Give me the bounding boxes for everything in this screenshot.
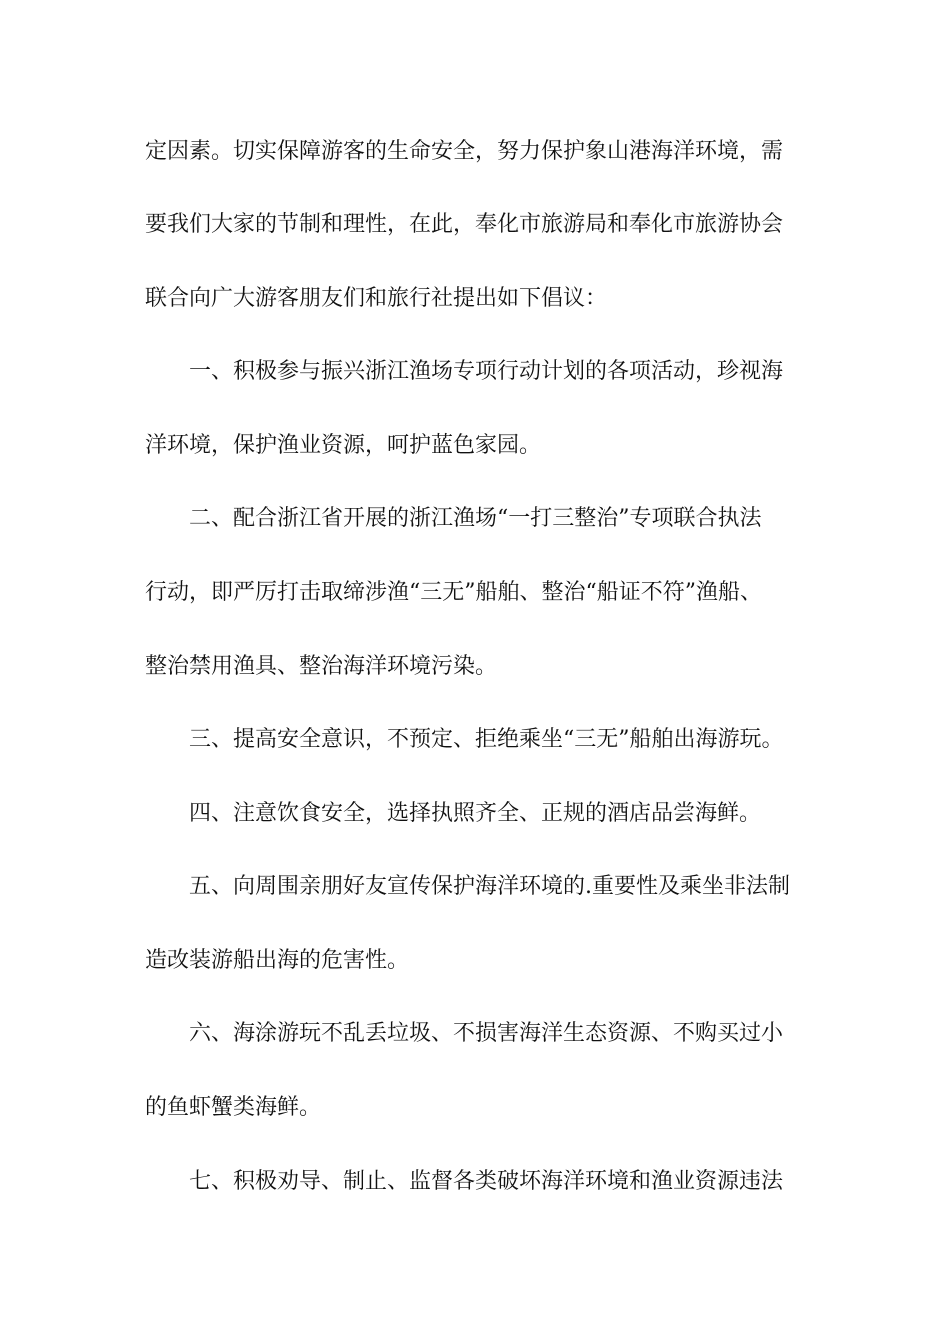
paragraph-start-line: 一、积极参与振兴浙江渔场专项行动计划的各项活动，珍视海: [189, 359, 784, 384]
text-line: 定因素。切实保障游客的生命安全，努力保护象山港海洋环境，需: [145, 139, 784, 164]
paragraph-start-line: 四、注意饮食安全，选择执照齐全、正规的酒店品尝海鲜。: [189, 801, 762, 826]
paragraph-start-line: 六、海涂游玩不乱丢垃圾、不损害海洋生态资源、不购买过小: [189, 1021, 784, 1046]
text-line: 造改装游船出海的危害性。: [145, 948, 410, 973]
text-line: 洋环境，保护渔业资源，呵护蓝色家园。: [145, 433, 542, 458]
text-line: 要我们大家的节制和理性，在此，奉化市旅游局和奉化市旅游协会: [145, 212, 784, 237]
paragraph-start-line: 七、积极劝导、制止、监督各类破坏海洋环境和渔业资源违法: [189, 1169, 784, 1194]
text-line: 整治禁用渔具、整治海洋环境污染。: [145, 654, 498, 679]
paragraph-start-line: 三、提高安全意识，不预定、拒绝乘坐“三无”船舶出海游玩。: [189, 727, 784, 752]
text-line: 行动，即严厉打击取缔涉渔“三无”船舶、整治“船证不符”渔船、: [145, 580, 762, 605]
text-line: 联合向广大游客朋友们和旅行社提出如下倡议：: [145, 286, 608, 311]
paragraph-start-line: 二、配合浙江省开展的浙江渔场“一打三整治”专项联合执法: [189, 506, 762, 531]
paragraph-start-line: 五、向周围亲朋好友宣传保护海洋环境的.重要性及乘坐非法制: [189, 874, 790, 899]
text-line: 的鱼虾蟹类海鲜。: [145, 1095, 322, 1120]
